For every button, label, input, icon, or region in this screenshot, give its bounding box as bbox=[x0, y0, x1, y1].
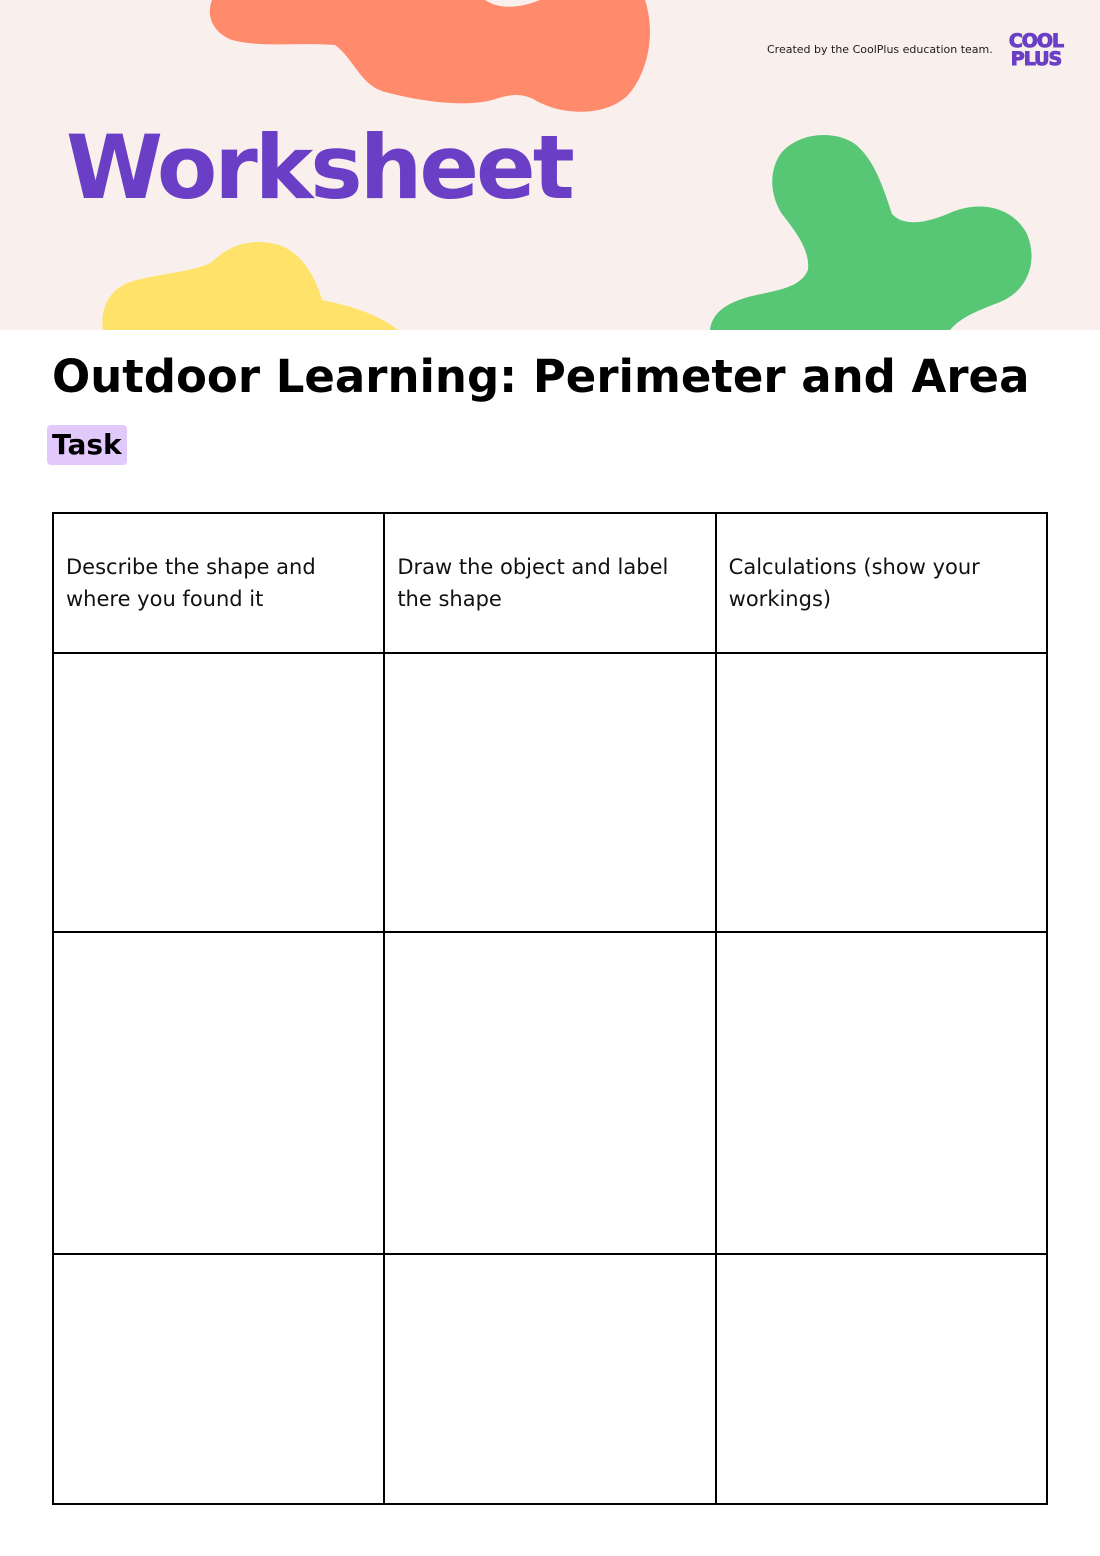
header-banner bbox=[0, 0, 1100, 330]
task-label: Task bbox=[47, 425, 127, 465]
header-describe-text: Describe the shape and where you found it bbox=[66, 555, 316, 611]
yellow-blob bbox=[102, 242, 398, 330]
logo-line-top: COOL bbox=[1008, 30, 1064, 52]
worksheet-title: Worksheet bbox=[66, 116, 572, 219]
coolplus-logo bbox=[1003, 32, 1069, 74]
header-cell-calculations bbox=[716, 513, 1047, 653]
green-blob bbox=[710, 135, 1032, 330]
credit-text: Created by the CoolPlus education team. bbox=[767, 43, 993, 56]
logo-line-bottom: PLUS bbox=[1010, 48, 1062, 70]
answer-cell-calculations[interactable] bbox=[716, 653, 1047, 932]
table-row bbox=[53, 1254, 1047, 1504]
table-header-row bbox=[53, 513, 1047, 653]
table-row bbox=[53, 932, 1047, 1254]
answer-cell-draw[interactable] bbox=[384, 932, 715, 1254]
task-table bbox=[52, 512, 1048, 1505]
orange-blob bbox=[210, 0, 650, 112]
answer-cell-describe[interactable] bbox=[53, 653, 384, 932]
header-calculations-text: Calculations (show your workings) bbox=[728, 555, 980, 611]
answer-cell-calculations[interactable] bbox=[716, 932, 1047, 1254]
header-cell-draw bbox=[384, 513, 715, 653]
header-cell-describe bbox=[53, 513, 384, 653]
answer-cell-draw[interactable] bbox=[384, 653, 715, 932]
answer-cell-describe[interactable] bbox=[53, 932, 384, 1254]
answer-cell-describe[interactable] bbox=[53, 1254, 384, 1504]
header-draw-text: Draw the object and label the shape bbox=[397, 555, 669, 611]
answer-cell-calculations[interactable] bbox=[716, 1254, 1047, 1504]
page-title: Outdoor Learning: Perimeter and Area bbox=[52, 350, 1030, 403]
answer-cell-draw[interactable] bbox=[384, 1254, 715, 1504]
table-row bbox=[53, 653, 1047, 932]
